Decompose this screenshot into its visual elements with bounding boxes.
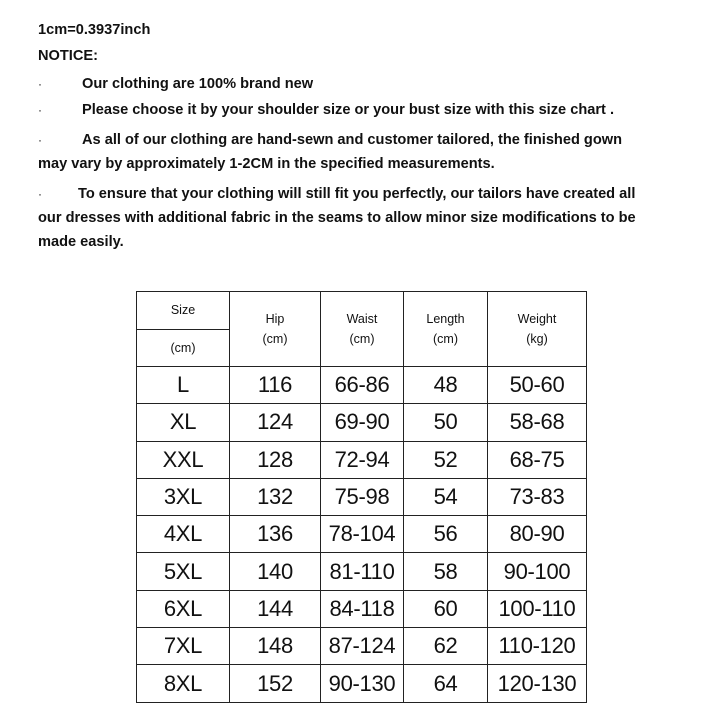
table-row <box>137 628 587 665</box>
hip-cell: 128 <box>230 441 321 478</box>
table-row <box>137 516 587 553</box>
weight-cell: 73-83 <box>488 478 587 515</box>
waist-cell: 66-86 <box>321 367 404 404</box>
table-row <box>137 553 587 590</box>
length-cell: 48 <box>404 367 488 404</box>
size-cell: 8XL <box>137 665 230 702</box>
hip-cell: 140 <box>230 553 321 590</box>
size-cell: 7XL <box>137 628 230 665</box>
weight-cell: 68-75 <box>488 441 587 478</box>
weight-header-unit: (kg) <box>526 332 548 346</box>
table-row <box>137 478 587 515</box>
length-header-label: Length <box>426 312 465 326</box>
waist-cell: 90-130 <box>321 665 404 702</box>
hip-cell: 116 <box>230 367 321 404</box>
table-row <box>137 404 587 441</box>
weight-column-header <box>488 292 587 367</box>
size-cell: XXL <box>137 441 230 478</box>
size-chart-table <box>136 291 587 703</box>
waist-cell: 84-118 <box>321 590 404 627</box>
table-row <box>137 367 587 404</box>
table-header-row <box>137 292 587 367</box>
notice-title: NOTICE: <box>38 48 98 64</box>
waist-header-label: Waist <box>346 312 378 326</box>
waist-cell: 72-94 <box>321 441 404 478</box>
size-header-label: Size <box>137 292 229 330</box>
bullet-dot: · <box>38 103 42 117</box>
size-cell: 4XL <box>137 516 230 553</box>
bullet-dot: · <box>38 187 42 201</box>
hip-cell: 152 <box>230 665 321 702</box>
waist-column-header <box>321 292 404 367</box>
weight-cell: 110-120 <box>488 628 587 665</box>
hip-column-header <box>230 292 321 367</box>
waist-cell: 81-110 <box>321 553 404 590</box>
waist-cell: 69-90 <box>321 404 404 441</box>
size-header-unit: (cm) <box>170 340 196 355</box>
weight-cell: 58-68 <box>488 404 587 441</box>
table-row <box>137 665 587 702</box>
notice-item <box>38 128 698 176</box>
size-column-header <box>137 292 230 367</box>
size-chart-body <box>137 367 587 703</box>
size-cell: 5XL <box>137 553 230 590</box>
weight-cell: 100-110 <box>488 590 587 627</box>
notice-item <box>38 182 698 254</box>
weight-header-label: Weight <box>517 312 557 326</box>
notice-item-text: To ensure that your clothing will still fit you perfectly, our tailors have created all <box>78 186 636 202</box>
weight-cell: 50-60 <box>488 367 587 404</box>
unit-conversion: 1cm=0.3937inch <box>38 22 151 38</box>
notice-item-text: Our clothing are 100% brand new <box>82 76 314 92</box>
hip-cell: 132 <box>230 478 321 515</box>
notice-item <box>38 72 698 96</box>
hip-cell: 136 <box>230 516 321 553</box>
hip-header-label: Hip <box>265 312 285 326</box>
waist-header-unit: (cm) <box>349 332 375 346</box>
notice-item-text: our dresses with additional fabric in the seams to allow minor size modifications to be <box>38 210 636 226</box>
notice-item-text: made easily. <box>38 234 124 250</box>
size-cell: XL <box>137 404 230 441</box>
weight-cell: 90-100 <box>488 553 587 590</box>
notice-item-text: may vary by approximately 1-2CM in the specified measurements. <box>38 156 495 172</box>
size-cell: 6XL <box>137 590 230 627</box>
length-cell: 58 <box>404 553 488 590</box>
length-cell: 62 <box>404 628 488 665</box>
notice-item-text: Please choose it by your shoulder size or your bust size with this size chart . <box>82 102 615 118</box>
waist-cell: 87-124 <box>321 628 404 665</box>
length-cell: 60 <box>404 590 488 627</box>
weight-cell: 120-130 <box>488 665 587 702</box>
hip-cell: 148 <box>230 628 321 665</box>
length-cell: 54 <box>404 478 488 515</box>
size-cell: 3XL <box>137 478 230 515</box>
size-cell: L <box>137 367 230 404</box>
length-cell: 52 <box>404 441 488 478</box>
table-row <box>137 590 587 627</box>
waist-cell: 78-104 <box>321 516 404 553</box>
notice-item <box>38 98 698 122</box>
length-cell: 64 <box>404 665 488 702</box>
hip-cell: 144 <box>230 590 321 627</box>
table-row <box>137 441 587 478</box>
bullet-dot: · <box>38 133 42 147</box>
bullet-dot: · <box>38 77 42 91</box>
waist-cell: 75-98 <box>321 478 404 515</box>
length-cell: 50 <box>404 404 488 441</box>
length-header-unit: (cm) <box>433 332 458 346</box>
hip-header-unit: (cm) <box>262 332 288 346</box>
length-cell: 56 <box>404 516 488 553</box>
notice-section <box>38 18 698 256</box>
notice-item-text: As all of our clothing are hand-sewn and customer tailored, the finished gown <box>82 132 623 148</box>
length-column-header <box>404 292 488 367</box>
weight-cell: 80-90 <box>488 516 587 553</box>
hip-cell: 124 <box>230 404 321 441</box>
